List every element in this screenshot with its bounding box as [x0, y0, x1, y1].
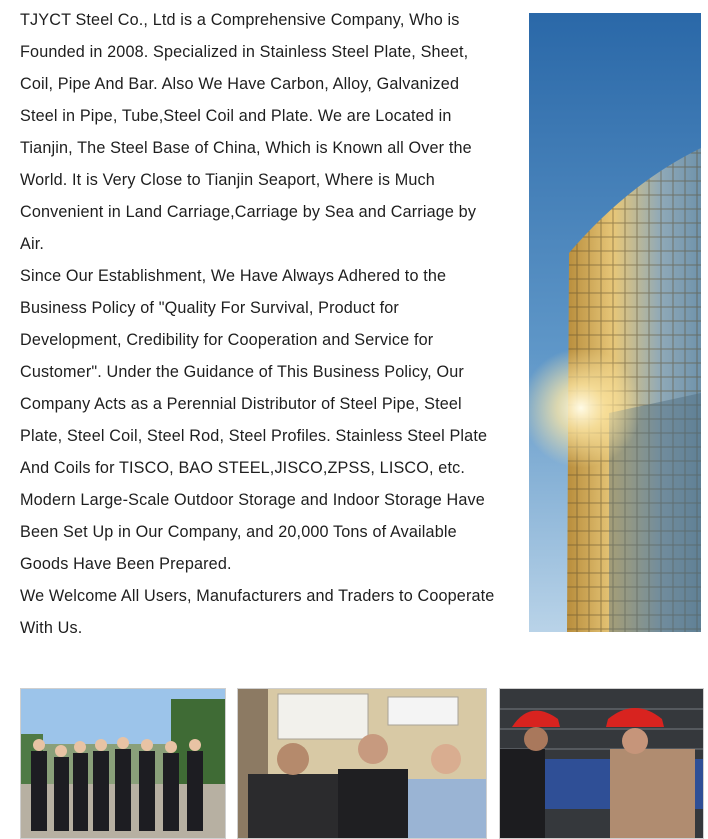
warehouse-inspection-photo: [499, 688, 704, 839]
company-introduction: [20, 4, 498, 644]
office-meeting-photo: [237, 688, 487, 839]
group-visit-photo: [20, 688, 226, 839]
intro-paragraph: We Welcome All Users, Manufacturers and Traders to Cooperate With Us.: [20, 587, 495, 637]
intro-paragraph: Since Our Establishment, We Have Always Adhered to the Business Policy of "Quality For Survival, Product for Development, Credibility for Cooperation and Service for Customer". Under the Guidance of This Business Policy, Our Company Acts as a Perennial Distributor of Steel Pipe, Steel Plate, Steel Coil, Steel Rod, Steel Profiles. Stainless Steel Plate And Coils for TISCO, BAO STEEL,JISCO,ZPSS, LISCO, etc. Modern Large-Scale Outdoor Storage and Indoor Storage Have Been Set Up in Our Company, and 20,000 Tons of Available Goods Have Been Prepared.: [20, 267, 488, 573]
intro-paragraph: TJYCT Steel Co., Ltd is a Comprehensive Company, Who is Founded in 2008. Specialized in Stainless Steel Plate, Sheet, Coil, Pipe And Bar. Also We Have Carbon, Alloy, Galvanized Steel in Pipe, Tube,Steel Coil and Plate. We are Located in Tianjin, The Steel Base of China, Which is Known all Over the World. It is Very Close to Tianjin Seaport, Where is Much Convenient in Land Carriage,Carriage by Sea and Carriage by Air.: [20, 11, 477, 253]
office-building-photo: [529, 13, 701, 632]
